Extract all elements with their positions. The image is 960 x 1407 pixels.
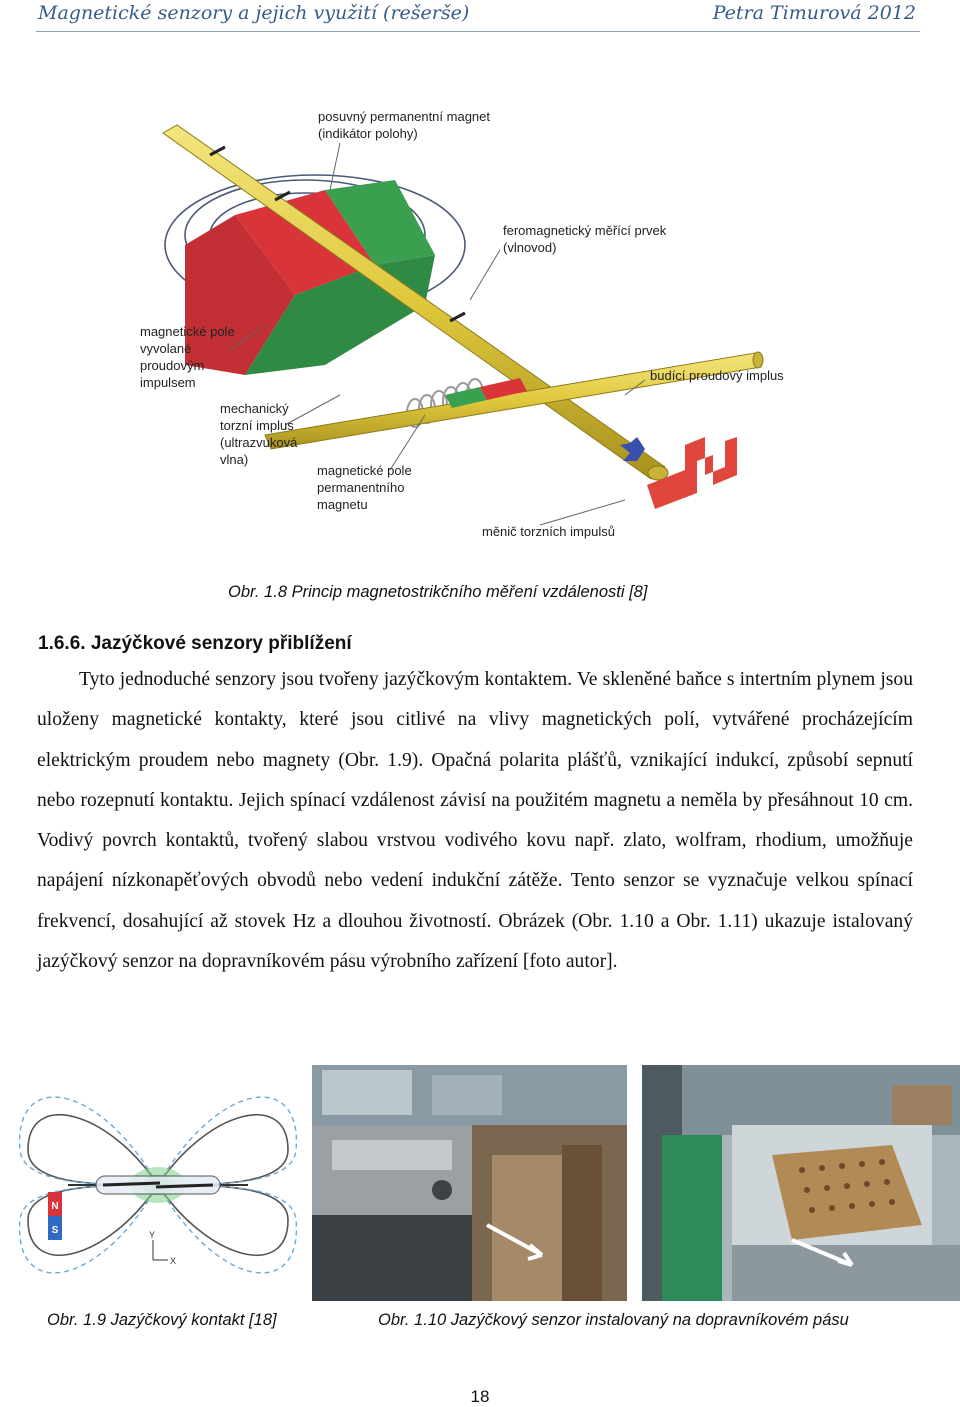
label-waveguide: feromagnetický měřící prvek (vlnovod)	[503, 223, 667, 255]
running-header-title: Magnetické senzory a jejich využití (rešerše)	[38, 2, 470, 24]
magnet-s-label: S	[51, 1225, 59, 1236]
running-header-author: Petra Timurová 2012	[712, 2, 916, 24]
label-magnet: posuvný permanentní magnet (indikátor polohy)	[318, 109, 490, 141]
axis-x-label: X	[170, 1256, 177, 1266]
body-paragraph	[37, 660, 913, 982]
bar-magnet	[48, 1192, 62, 1240]
photo-reed-sensor-closeup	[312, 1065, 627, 1301]
axes-indicator	[153, 1240, 168, 1260]
figure-1-10-caption: Obr. 1.10 Jazýčkový senzor instalovaný na dopravníkovém pásu	[378, 1311, 849, 1329]
label-excitation: budící proudový implus	[650, 368, 784, 383]
section-heading: 1.6.6. Jazýčkové senzory přiblížení	[38, 633, 352, 654]
figure-1-8-caption: Obr. 1.8 Princip magnetostrikčního měření vzdálenosti [8]	[228, 583, 648, 601]
axis-y-label: Y	[149, 1230, 156, 1240]
figure-1-9-caption: Obr. 1.9 Jazýčkový kontakt [18]	[47, 1311, 277, 1329]
sector-permanent-magnet	[185, 180, 435, 375]
label-torsion: mechanický torzní implus (ultrazvuková vlna)	[220, 401, 298, 467]
label-field-pulse: magnetické pole vyvolané proudovým impulsem	[140, 324, 235, 390]
label-converter: měnič torzních impulsů	[482, 524, 615, 539]
page-number: 18	[470, 1387, 490, 1406]
reed-switch	[68, 1176, 248, 1194]
label-permanent-field: magnetické pole permanentního magnetu	[317, 463, 412, 512]
header-rule	[36, 31, 920, 32]
paragraph-text: Tyto jednoduché senzory jsou tvořeny jazýčkovým kontaktem. Ve skleněné baňce s intertním plynem jsou uloženy magnetické kontakty, které jsou citlivé na vlivy magnetických polí, vytvářené procházejícím elektrickým proudem nebo magnety (Obr. 1.9). Opačná polarita plášťů, vznikající indukcí, způsobí sepnutí nebo rozepnutí kontaktu. Jejich spínací vzdálenost závisí na použitém magnetu a neměla by přesáhnout 10 cm. Vodivý povrch kontaktů, tvořený slabou vrstvou vodivého kovu např. zlato, wolfram, rhodium, umožňuje napájení nízkonapěťových obvodů nebo vedení indukční zátěže. Tento senzor se vyznačuje velkou spínací frekvencí, dosahující až stovek Hz a dlouhou životností. Obrázek (Obr. 1.10 a Obr. 1.11) ukazuje istalovaný jazýčkový senzor na dopravníkovém pásu výrobního zařízení [foto autor].	[37, 669, 913, 973]
magnet-n-label: N	[51, 1201, 59, 1212]
figure-magnetostrictive-diagram	[125, 95, 845, 555]
figure-reed-contact-diagram	[18, 1070, 308, 1300]
photo-conveyor-belt	[642, 1065, 960, 1301]
